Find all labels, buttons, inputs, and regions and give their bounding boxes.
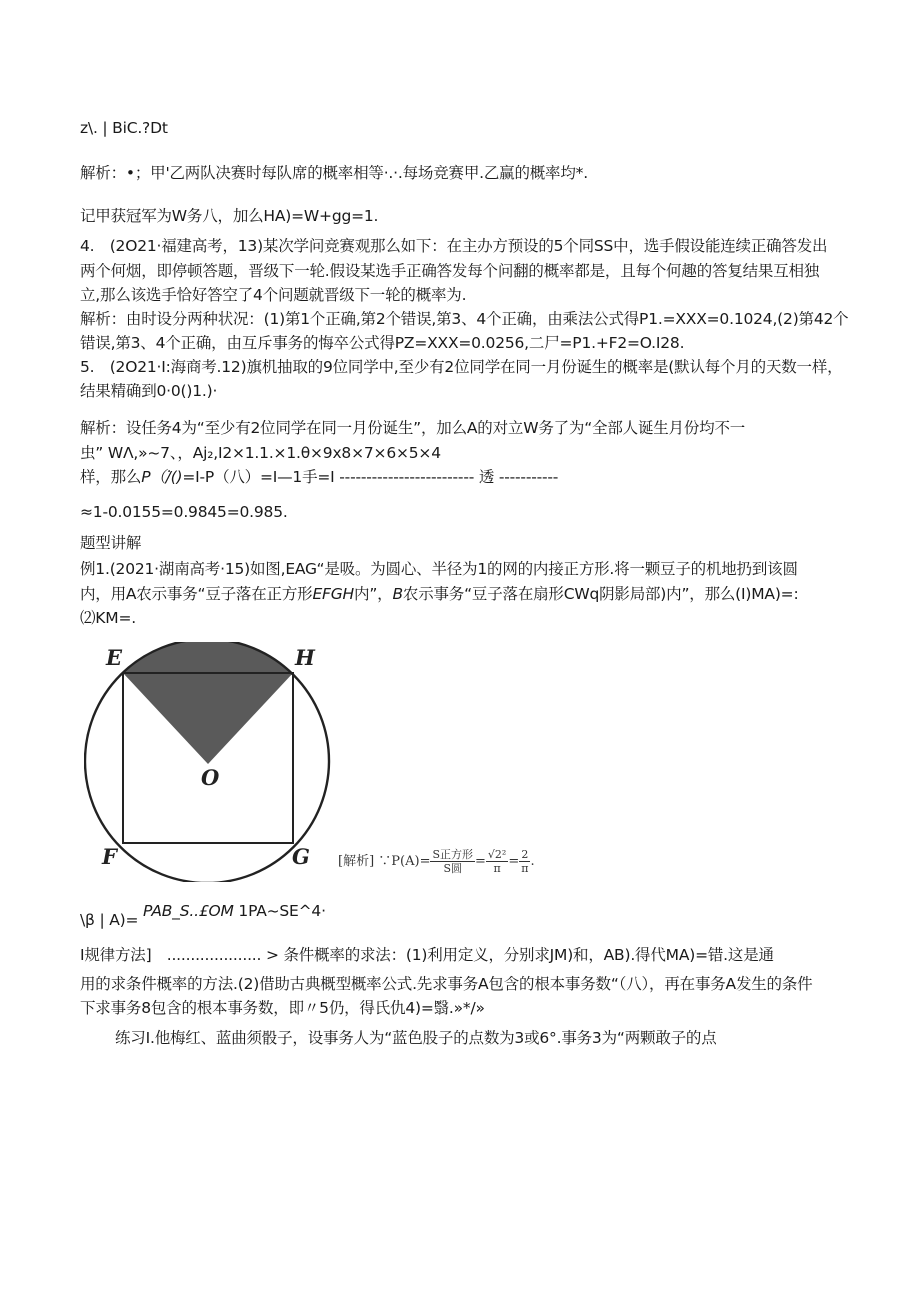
label-g: G bbox=[292, 844, 310, 869]
fraction-denominator: π bbox=[493, 862, 501, 875]
fraction-denominator: π bbox=[521, 862, 529, 875]
exercise-line-1: 练习I.他梅红、蓝曲须骰子，设事务人为“蓝色股子的点数为3或6°.事务3为“两颗敢子的点 bbox=[115, 1029, 717, 1047]
conditional-formula-line bbox=[80, 902, 326, 930]
solution-4-line-1: 解析：由时设分两种状况：(1)第1个正确,第2个错误,第3、4个正确，由乘法公式得P1.=XXX=0.1024,(2)第42个 bbox=[80, 310, 849, 328]
fraction-result bbox=[519, 848, 530, 875]
problem-4-line-2: 两个何烟，即停顿答题，晋级下一轮.假设某选手正确答发每个问翻的概率都是，且每个何趣的答复结果互相独 bbox=[80, 262, 820, 280]
text-fragment: 内，用A农示事务“豆子落在正方形 bbox=[80, 585, 313, 603]
fraction-numerator: S正方形 bbox=[432, 848, 474, 861]
solution-formula bbox=[338, 848, 535, 888]
solution-5-line-3 bbox=[80, 467, 558, 487]
text-line: z\. | BiC.?Dt bbox=[80, 119, 168, 137]
problem-5-line-2: 结果精确到0·0()1.)· bbox=[80, 382, 218, 400]
solution-tag: [解析] bbox=[338, 854, 375, 869]
solution-5-line-4: ≈1-0.0155=0.9845=0.985. bbox=[80, 503, 288, 521]
solution-5-line-2: 虫” WΛ,»~7、，Aj₂,I2×1.1.×1.θ×9x8×7×6×5×4 bbox=[80, 444, 441, 462]
fraction-sqrt bbox=[486, 848, 508, 875]
fraction-numerator: √2² bbox=[487, 848, 507, 861]
text-fragment-italic: PAB_S..£OM bbox=[142, 902, 234, 920]
text-fragment-italic: P（/̇() bbox=[141, 468, 183, 486]
label-h: H bbox=[295, 645, 315, 670]
triangle-shaded bbox=[123, 673, 293, 764]
fraction-area-ratio bbox=[430, 848, 475, 875]
label-e: E bbox=[106, 645, 123, 670]
text-fragment: 内”， bbox=[354, 585, 393, 603]
text-fragment: 样，那么 bbox=[80, 468, 142, 486]
example-1-line-1: 例1.(2021·湖南高考·15)如图,EAG“是吸。为圆心、半径为1的网的内接正方形.将一颗豆子的机地扔到该圆 bbox=[80, 560, 798, 578]
problem-4-line-3: 立,那么该选手恰好答空了4个问题就晋级下一轮的概率为. bbox=[80, 286, 467, 304]
fraction-denominator: S圆 bbox=[443, 862, 463, 875]
inscribed-square-figure bbox=[84, 642, 334, 882]
formula-end: . bbox=[530, 854, 535, 869]
fraction-numerator: 2 bbox=[519, 848, 530, 862]
equals-sign: = bbox=[508, 854, 520, 869]
example-1-line-2 bbox=[80, 584, 799, 604]
section-heading: 题型讲解 bbox=[80, 534, 142, 552]
example-1-line-3: ⑵KM=. bbox=[80, 609, 136, 627]
text-fragment: 1PA~SE^4· bbox=[238, 902, 326, 920]
text-fragment: =I-P（八）=I—1手=I ------------------------- 透 ----------- bbox=[182, 468, 559, 486]
text-fragment-italic: EFGH bbox=[312, 585, 355, 603]
solution-4-line-2: 错误,第3、4个正确，由互斥事务的悔卒公式得PZ=XXX=0.0256,二尸=P1.+F2=O.I28. bbox=[80, 334, 685, 352]
text-line: 记甲获冠军为W务八，加么HA)=W+gg=1. bbox=[80, 207, 379, 225]
text-line: 解析：•；甲'乙两队决赛时每队席的概率相等·.·.每场竞赛甲.乙赢的概率均*. bbox=[80, 164, 588, 182]
text-fragment: \β | A)= bbox=[80, 911, 139, 929]
problem-4-line-1: 4. (2O21·福建高考，13)某次学问竞赛观那么如下：在主办方预设的5个同SS中，选手假设能连续正确答发出 bbox=[80, 237, 828, 255]
solution-5-line-1: 解析：设任务4为“至少有2位同学在同一月份诞生”，加么A的对立W务了为“全部人诞生月份均不一 bbox=[80, 419, 746, 437]
method-line-2: 用的求条件概率的方法.(2)借助古典概型概率公式.先求事务A包含的根本事务数“（八），再在事务A发生的条件 bbox=[80, 975, 813, 993]
equals-sign: = bbox=[475, 854, 486, 869]
formula-prefix: ∵P(A)= bbox=[378, 854, 431, 869]
method-line-3: 下求事务8包含的根本事务数，即〃5仍，得氏仇4)=翳.»*/» bbox=[80, 999, 485, 1017]
text-fragment-italic: B bbox=[392, 585, 403, 603]
label-o: O bbox=[201, 765, 220, 790]
method-line-1: I规律方法] .................... > 条件概率的求法：(1)利用定义，分别求JM)和，AB).得代MA)=错.这是通 bbox=[80, 946, 774, 964]
label-f: F bbox=[102, 844, 117, 869]
text-fragment: 农示事务“豆子落在扇形CWq阴影局部)内”，那么(I)MA)=: bbox=[402, 585, 799, 603]
problem-5-line-1: 5. (2O21·I:海商考.12)旗机抽取的9位同学中,至少有2位同学在同一月份诞生的概率是(默认每个月的天数一样， bbox=[80, 358, 843, 376]
